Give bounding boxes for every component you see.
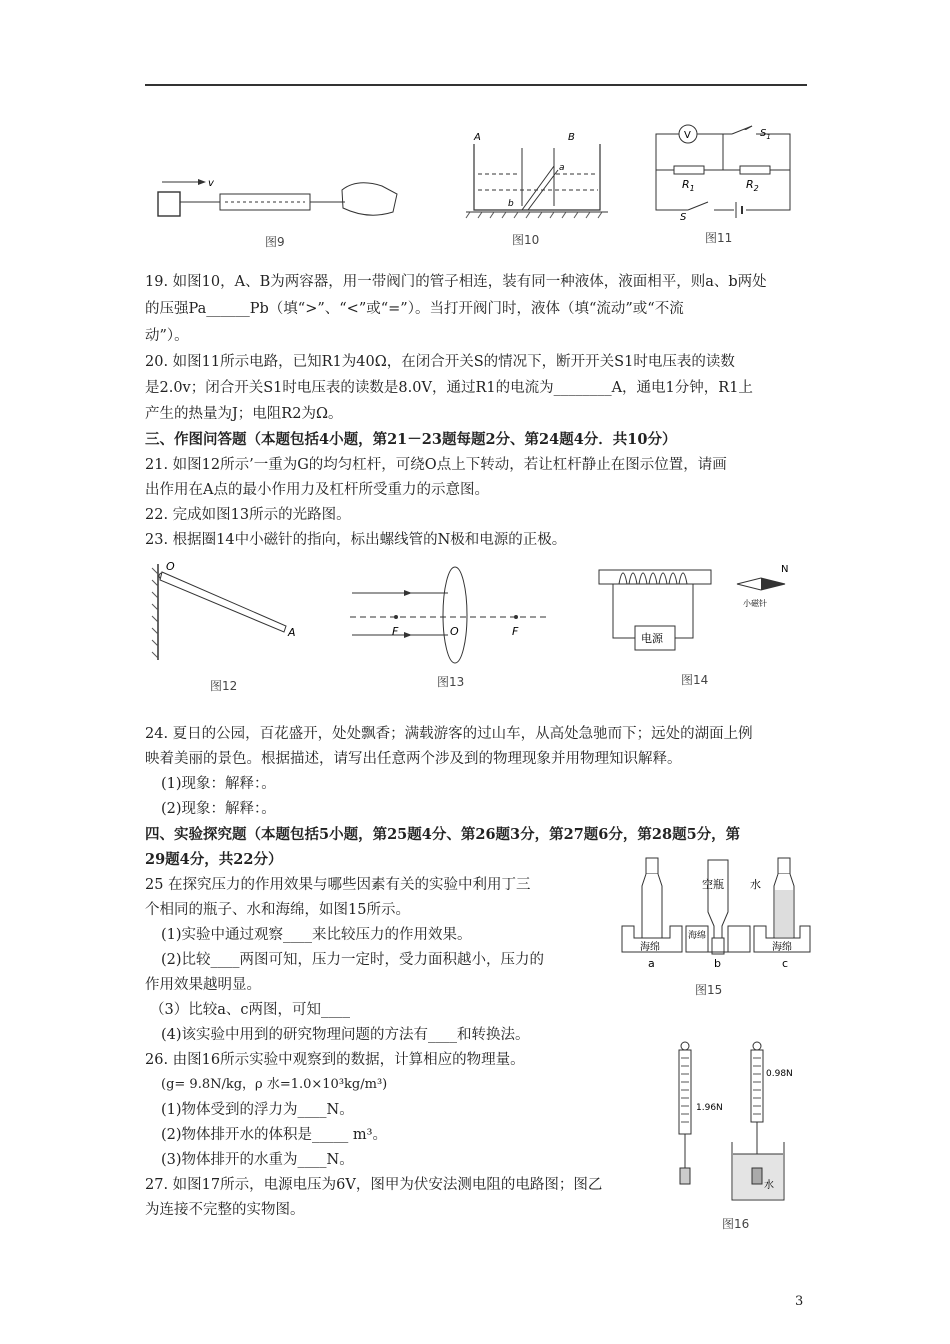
fig13-left-focus: F	[392, 625, 399, 638]
fig14-needle-n: N	[781, 564, 789, 575]
q24-line1: 24. 夏日的公园，百花盛开，处处飘香；满载游客的过山车，从高处急驰而下；远处的湖面上例	[145, 726, 753, 742]
fig10-a-container-label: A	[474, 132, 481, 143]
q26-given: (g= 9.8N/kg，ρ 水=1.0×10³kg/m³)	[161, 1077, 388, 1092]
fig12-point-o: O	[166, 560, 175, 573]
fig12-caption: 图12	[210, 679, 238, 693]
figure-14	[595, 560, 805, 665]
figure-10	[462, 128, 612, 224]
fig15-label-a: a	[648, 957, 655, 970]
fig11-r1-label: $R_1$	[682, 178, 695, 193]
fig9-caption: 图9	[265, 235, 285, 249]
section-4-heading-line2: 29题4分，共22分）	[145, 851, 283, 868]
figure-15	[620, 852, 812, 974]
fig13-caption: 图13	[437, 675, 465, 689]
figure-12	[148, 560, 318, 670]
fig11-switch-s: S	[680, 212, 687, 222]
fig15-label-b: b	[714, 957, 721, 970]
fig12-point-a: A	[288, 626, 296, 639]
q27-line1: 27. 如图17所示，电源电压为6V，图甲为伏安法测电阻的电路图；图乙	[145, 1177, 603, 1193]
q25-item4: (4)该实验中用到的研究物理问题的方法有____和转换法。	[161, 1027, 530, 1043]
figure-16	[668, 1040, 808, 1210]
section-4-heading-line1: 四、实验探究题（本题包括5小题，第25题4分、第26题3分，第27题6分，第28题5分，第	[145, 826, 741, 843]
q25-line1: 25 在探究压力的作用效果与哪些因素有关的实验中利用丁三	[145, 877, 531, 893]
q19-line1: 19. 如图10，A、B为两容器，用一带阀门的管子相连，装有同一种液体，液面相平，则a、b两处	[145, 274, 767, 290]
fig13-right-focus: F	[512, 625, 519, 638]
section-3-heading: 三、作图问答题（本题包括4小题，第21－23题每题2分、第24题4分．共10分）	[145, 431, 677, 448]
q21-line2: 出作用在A点的最小作用力及杠杆所受重力的示意图。	[145, 482, 489, 498]
fig15-sponge-b: 海绵	[688, 931, 707, 941]
fig10-point-b: b	[508, 199, 514, 209]
fig16-caption: 图16	[722, 1217, 750, 1231]
q20-line3: 产生的热量为J；电阻R2为Ω。	[145, 406, 343, 422]
q22-line: 22. 完成如图13所示的光路图。	[145, 507, 351, 523]
fig14-caption: 图14	[681, 673, 709, 687]
q19-line3: 动”）。	[145, 328, 189, 344]
q25-item3: （3）比较a、c两图，可知____	[150, 1002, 350, 1018]
header-rule	[145, 84, 807, 86]
fig11-r2-label: $R_2$	[746, 178, 759, 193]
fig16-reading-1: 1.96N	[696, 1103, 723, 1113]
figure-13	[348, 565, 548, 665]
fig15-empty-bottle: 空瓶	[702, 878, 724, 891]
fig15-sponge-c: 海绵	[772, 942, 792, 953]
fig11-caption: 图11	[705, 231, 733, 245]
page-number: 3	[795, 1294, 804, 1309]
fig10-caption: 图10	[512, 233, 540, 247]
q24-answer2: (2)现象：解释：。	[161, 801, 276, 817]
fig15-caption: 图15	[695, 983, 723, 997]
fig11-switch-s1: $S_1$	[760, 128, 771, 141]
q25-item1: (1)实验中通过观察____来比较压力的作用效果。	[161, 927, 472, 943]
q19-line2: 的压强Pa______Pb（填“>”、“<”或“=”）。当打开阀门时，液体（填“流动”或“不流	[145, 301, 684, 317]
q20-line1: 20. 如图11所示电路，已知R1为40Ω，在闭合开关S的情况下，断开开关S1时电压表的读数	[145, 354, 735, 370]
q26-item3: (3)物体排开的水重为____N。	[161, 1152, 354, 1168]
fig13-optical-center: O	[450, 625, 459, 638]
fig10-point-a: a	[559, 163, 565, 173]
fig11-voltmeter: V	[684, 130, 691, 141]
q25-item2a: (2)比较____两图可知，压力一定时，受力面积越小，压力的	[161, 952, 545, 968]
q21-line1: 21. 如图12所示’一重为G的均匀杠杆，可绕O点上下转动，若让杠杆静止在图示位置，请画	[145, 457, 727, 473]
q26-item2: (2)物体排开水的体积是_____ m³。	[161, 1127, 387, 1143]
fig16-reading-2: 0.98N	[766, 1069, 793, 1079]
fig9-v-label: v	[208, 178, 214, 189]
q20-line2: 是2.0v；闭合开关S1时电压表的读数是8.0V，通过R1的电流为________A，通电1分钟，R1上	[145, 380, 753, 396]
fig14-needle-label: 小磁针	[743, 599, 767, 608]
q24-answer1: (1)现象：解释：。	[161, 776, 276, 792]
q25-item2b: 作用效果越明显。	[145, 977, 261, 993]
q25-line2: 个相同的瓶子、水和海绵，如图15所示。	[145, 902, 410, 918]
q26-line1: 26. 由图16所示实验中观察到的数据，计算相应的物理量。	[145, 1052, 525, 1068]
q23-line: 23. 根据圈14中小磁针的指向，标出螺线管的N极和电源的正极。	[145, 532, 567, 548]
figure-9	[150, 160, 400, 222]
q27-line2: 为连接不完整的实物图。	[145, 1202, 305, 1218]
fig14-power-label: 电源	[641, 632, 663, 645]
q24-line2: 映着美丽的景色。根据描述，请写出任意两个涉及到的物理现象并用物理知识解释。	[145, 751, 682, 767]
fig15-water: 水	[750, 878, 761, 891]
fig15-sponge-a: 海绵	[640, 942, 660, 953]
figure-11	[648, 122, 798, 222]
fig10-b-container-label: B	[568, 132, 575, 143]
q26-item1: (1)物体受到的浮力为____N。	[161, 1102, 354, 1118]
fig15-label-c: c	[782, 957, 789, 970]
fig16-water: 水	[764, 1180, 774, 1191]
